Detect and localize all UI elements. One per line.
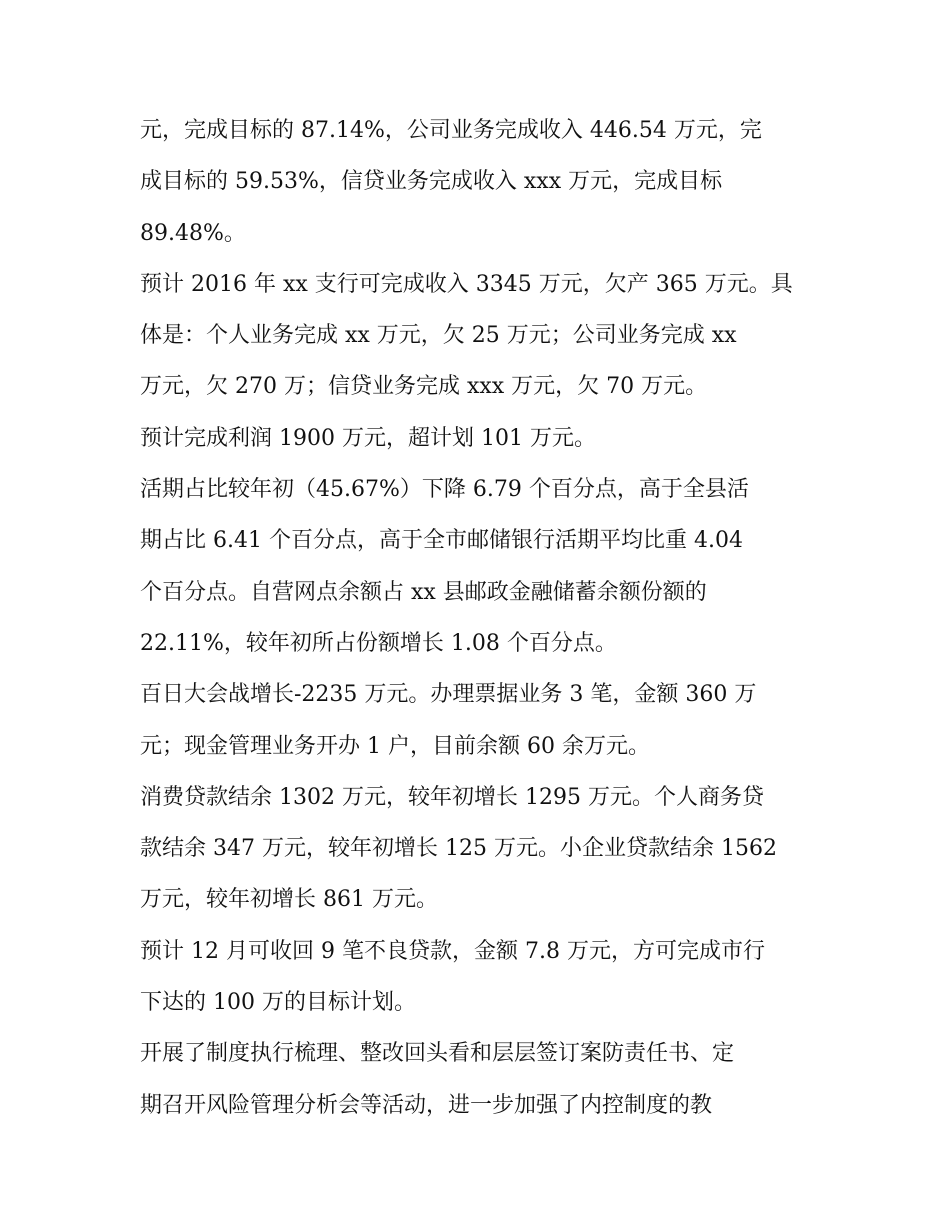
text-line: 个百分点。自营网点余额占 xx 县邮政金融储蓄余额份额的: [140, 579, 707, 605]
text-line: 预计 2016 年 xx 支行可完成收入 3345 万元，欠产 365 万元。具: [140, 271, 793, 297]
text-line: 成目标的 59.53%，信贷业务完成收入 xxx 万元，完成目标: [140, 169, 723, 195]
text-line: 89.48%。: [140, 220, 246, 246]
text-line: 下达的 100 万的目标计划。: [140, 990, 416, 1016]
text-line: 款结余 347 万元，较年初增长 125 万元。小企业贷款结余 1562: [140, 836, 777, 862]
text-line: 期召开风险管理分析会等活动，进一步加强了内控制度的教: [140, 1092, 713, 1118]
text-line: 体是：个人业务完成 xx 万元，欠 25 万元；公司业务完成 xx: [140, 323, 737, 349]
text-line: 元；现金管理业务开办 1 户，目前余额 60 余万元。: [140, 733, 650, 759]
document-body: [140, 105, 820, 1131]
text-line: 期占比 6.41 个百分点，高于全市邮储银行活期平均比重 4.04: [140, 528, 743, 554]
text-line: 百日大会战增长-2235 万元。办理票据业务 3 笔，金额 360 万: [140, 682, 757, 708]
text-line: 消费贷款结余 1302 万元，较年初增长 1295 万元。个人商务贷: [140, 784, 764, 810]
text-line: 22.11%，较年初所占份额增长 1.08 个百分点。: [140, 630, 617, 656]
text-line: 万元，较年初增长 861 万元。: [140, 887, 438, 913]
text-line: 活期占比较年初（45.67%）下降 6.79 个百分点，高于全县活: [140, 477, 749, 503]
text-line: 预计 12 月可收回 9 笔不良贷款，金额 7.8 万元，方可完成市行: [140, 938, 765, 964]
text-line: 预计完成利润 1900 万元，超计划 101 万元。: [140, 425, 596, 451]
text-line: 元，完成目标的 87.14%，公司业务完成收入 446.54 万元，完: [140, 118, 762, 143]
text-line: 万元，欠 270 万；信贷业务完成 xxx 万元，欠 70 万元。: [140, 374, 708, 400]
text-line: 开展了制度执行梳理、整改回头看和层层签订案防责任书、定: [140, 1041, 735, 1067]
